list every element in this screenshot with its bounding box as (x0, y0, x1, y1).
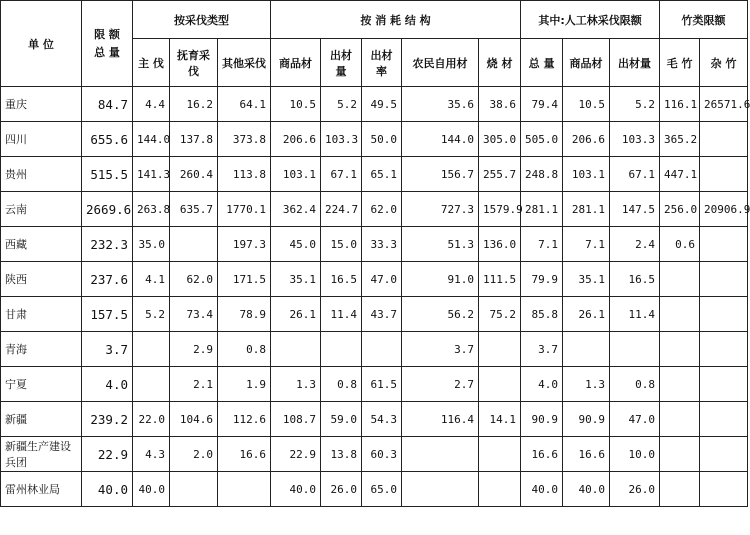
data-cell: 171.5 (218, 262, 271, 297)
data-cell (402, 472, 479, 507)
data-cell: 59.0 (321, 402, 362, 437)
data-cell: 49.5 (362, 87, 402, 122)
data-cell: 7.1 (563, 227, 610, 262)
data-cell: 113.8 (218, 157, 271, 192)
data-cell (700, 367, 748, 402)
data-cell: 79.9 (521, 262, 563, 297)
data-cell: 2.0 (170, 437, 218, 472)
data-cell: 13.8 (321, 437, 362, 472)
data-cell: 26.1 (563, 297, 610, 332)
table-row (1, 472, 748, 507)
data-cell (479, 472, 521, 507)
data-cell: 40.0 (133, 472, 170, 507)
row-unit-cell: 青海 (1, 332, 82, 367)
table-row (1, 402, 748, 437)
subheader-output-volume: 出材量 (321, 39, 362, 87)
data-cell: 26.1 (271, 297, 321, 332)
table-row (1, 87, 748, 122)
data-cell: 362.4 (271, 192, 321, 227)
data-cell: 263.8 (133, 192, 170, 227)
data-cell: 2.1 (170, 367, 218, 402)
data-cell: 16.6 (218, 437, 271, 472)
data-cell: 4.3 (133, 437, 170, 472)
data-cell: 11.4 (610, 297, 660, 332)
data-cell: 1770.1 (218, 192, 271, 227)
data-cell: 90.9 (563, 402, 610, 437)
subheader-misc-bamboo: 杂 竹 (700, 39, 748, 87)
data-cell: 144.0 (402, 122, 479, 157)
data-cell: 136.0 (479, 227, 521, 262)
data-cell: 141.3 (133, 157, 170, 192)
data-cell: 16.5 (321, 262, 362, 297)
data-cell: 108.7 (271, 402, 321, 437)
data-cell: 20906.9 (700, 192, 748, 227)
subheader-main-felling: 主 伐 (133, 39, 170, 87)
row-total-cell: 22.9 (82, 437, 133, 472)
data-cell: 43.7 (362, 297, 402, 332)
data-cell: 1.3 (563, 367, 610, 402)
data-cell (660, 332, 700, 367)
subheader-plantation-output: 出材量 (610, 39, 660, 87)
data-cell (170, 472, 218, 507)
data-cell: 15.0 (321, 227, 362, 262)
data-cell (610, 332, 660, 367)
data-cell (479, 332, 521, 367)
table-row (1, 192, 748, 227)
data-cell: 67.1 (610, 157, 660, 192)
data-cell: 56.2 (402, 297, 479, 332)
data-cell (700, 402, 748, 437)
data-cell: 35.1 (563, 262, 610, 297)
data-cell (700, 297, 748, 332)
data-cell: 78.9 (218, 297, 271, 332)
data-cell: 16.6 (563, 437, 610, 472)
data-cell (170, 227, 218, 262)
data-cell: 137.8 (170, 122, 218, 157)
row-unit-cell: 新疆 (1, 402, 82, 437)
data-cell: 2.9 (170, 332, 218, 367)
subheader-moso-bamboo: 毛 竹 (660, 39, 700, 87)
data-cell: 256.0 (660, 192, 700, 227)
data-cell: 255.7 (479, 157, 521, 192)
row-total-cell: 40.0 (82, 472, 133, 507)
data-cell: 47.0 (362, 262, 402, 297)
header-by-consumption-structure: 按 消 耗 结 构 (271, 1, 521, 39)
data-cell (700, 122, 748, 157)
data-cell: 35.0 (133, 227, 170, 262)
data-cell (700, 332, 748, 367)
data-cell: 2.4 (610, 227, 660, 262)
data-cell (218, 472, 271, 507)
data-cell: 365.2 (660, 122, 700, 157)
data-cell: 112.6 (218, 402, 271, 437)
data-cell: 197.3 (218, 227, 271, 262)
data-cell: 47.0 (610, 402, 660, 437)
data-cell: 0.8 (218, 332, 271, 367)
data-cell: 4.1 (133, 262, 170, 297)
data-cell: 40.0 (521, 472, 563, 507)
table-body (1, 87, 748, 507)
header-by-logging-type: 按采伐类型 (133, 1, 271, 39)
data-cell (700, 262, 748, 297)
data-cell: 79.4 (521, 87, 563, 122)
data-cell (660, 367, 700, 402)
subheader-output-rate: 出材率 (362, 39, 402, 87)
data-cell: 14.1 (479, 402, 521, 437)
data-cell: 22.0 (133, 402, 170, 437)
data-cell: 65.1 (362, 157, 402, 192)
data-cell: 35.6 (402, 87, 479, 122)
data-cell: 16.2 (170, 87, 218, 122)
data-cell (700, 227, 748, 262)
data-cell: 11.4 (321, 297, 362, 332)
data-cell: 0.8 (321, 367, 362, 402)
data-cell: 85.8 (521, 297, 563, 332)
data-cell: 1.3 (271, 367, 321, 402)
data-cell: 281.1 (521, 192, 563, 227)
data-cell: 206.6 (271, 122, 321, 157)
data-cell: 305.0 (479, 122, 521, 157)
row-total-cell: 4.0 (82, 367, 133, 402)
data-cell: 62.0 (362, 192, 402, 227)
subheader-plantation-total: 总 量 (521, 39, 563, 87)
data-cell: 111.5 (479, 262, 521, 297)
data-cell: 103.3 (321, 122, 362, 157)
data-cell: 64.1 (218, 87, 271, 122)
data-cell: 65.0 (362, 472, 402, 507)
data-cell (660, 472, 700, 507)
data-cell: 727.3 (402, 192, 479, 227)
row-unit-cell: 云南 (1, 192, 82, 227)
data-cell: 91.0 (402, 262, 479, 297)
data-cell: 373.8 (218, 122, 271, 157)
row-unit-cell: 甘肃 (1, 297, 82, 332)
data-cell (700, 437, 748, 472)
data-cell (660, 402, 700, 437)
subheader-firewood: 烧 材 (479, 39, 521, 87)
table-row (1, 157, 748, 192)
table-row (1, 122, 748, 157)
subheader-other-felling: 其他采伐 (218, 39, 271, 87)
data-cell (479, 367, 521, 402)
data-cell: 62.0 (170, 262, 218, 297)
data-cell: 4.4 (133, 87, 170, 122)
row-total-cell: 157.5 (82, 297, 133, 332)
data-cell (660, 437, 700, 472)
row-total-cell: 655.6 (82, 122, 133, 157)
data-cell: 5.2 (321, 87, 362, 122)
data-cell: 22.9 (271, 437, 321, 472)
data-cell: 60.3 (362, 437, 402, 472)
data-cell: 10.0 (610, 437, 660, 472)
data-cell: 248.8 (521, 157, 563, 192)
data-cell: 54.3 (362, 402, 402, 437)
data-cell: 67.1 (321, 157, 362, 192)
data-cell: 5.2 (133, 297, 170, 332)
header-bamboo-quota: 竹类限额 (660, 1, 748, 39)
data-cell: 3.7 (521, 332, 563, 367)
data-cell: 635.7 (170, 192, 218, 227)
data-cell: 61.5 (362, 367, 402, 402)
data-cell: 16.6 (521, 437, 563, 472)
data-cell (700, 472, 748, 507)
data-cell: 26571.6 (700, 87, 748, 122)
subheader-plantation-commercial: 商品材 (563, 39, 610, 87)
table-row (1, 367, 748, 402)
table-row (1, 332, 748, 367)
header-unit: 单 位 (1, 1, 82, 87)
table-row (1, 262, 748, 297)
data-cell: 116.1 (660, 87, 700, 122)
row-unit-cell: 西藏 (1, 227, 82, 262)
table-row (1, 297, 748, 332)
data-cell: 26.0 (610, 472, 660, 507)
data-cell: 45.0 (271, 227, 321, 262)
data-cell: 3.7 (402, 332, 479, 367)
data-cell: 260.4 (170, 157, 218, 192)
data-cell: 38.6 (479, 87, 521, 122)
row-unit-cell: 宁夏 (1, 367, 82, 402)
row-unit-cell: 雷州林业局 (1, 472, 82, 507)
data-cell: 147.5 (610, 192, 660, 227)
row-unit-cell: 新疆生产建设兵团 (1, 437, 82, 472)
data-cell: 0.6 (660, 227, 700, 262)
data-cell: 26.0 (321, 472, 362, 507)
data-cell (563, 332, 610, 367)
data-cell: 35.1 (271, 262, 321, 297)
row-unit-cell: 重庆 (1, 87, 82, 122)
data-cell: 1579.9 (479, 192, 521, 227)
data-cell: 16.5 (610, 262, 660, 297)
data-cell: 5.2 (610, 87, 660, 122)
table-row (1, 227, 748, 262)
data-cell: 40.0 (271, 472, 321, 507)
data-cell: 0.8 (610, 367, 660, 402)
data-cell: 116.4 (402, 402, 479, 437)
row-total-cell: 515.5 (82, 157, 133, 192)
data-cell (402, 437, 479, 472)
table-row (1, 437, 748, 472)
row-total-cell: 237.6 (82, 262, 133, 297)
data-cell: 51.3 (402, 227, 479, 262)
row-total-cell: 3.7 (82, 332, 133, 367)
data-cell: 144.0 (133, 122, 170, 157)
row-unit-cell: 贵州 (1, 157, 82, 192)
data-cell: 156.7 (402, 157, 479, 192)
data-cell: 505.0 (521, 122, 563, 157)
data-cell: 33.3 (362, 227, 402, 262)
data-cell: 73.4 (170, 297, 218, 332)
data-cell: 90.9 (521, 402, 563, 437)
header-limit-total: 限 额 总 量 (82, 1, 133, 87)
row-total-cell: 232.3 (82, 227, 133, 262)
data-cell: 1.9 (218, 367, 271, 402)
data-cell (321, 332, 362, 367)
data-cell: 103.1 (563, 157, 610, 192)
data-cell (133, 367, 170, 402)
data-cell: 75.2 (479, 297, 521, 332)
data-cell (479, 437, 521, 472)
data-cell (660, 262, 700, 297)
data-cell: 4.0 (521, 367, 563, 402)
data-cell: 281.1 (563, 192, 610, 227)
row-unit-cell: 四川 (1, 122, 82, 157)
data-cell: 50.0 (362, 122, 402, 157)
data-cell: 103.1 (271, 157, 321, 192)
data-cell: 206.6 (563, 122, 610, 157)
data-cell (660, 297, 700, 332)
subheader-farmer-own-use: 农民自用材 (402, 39, 479, 87)
data-cell (271, 332, 321, 367)
data-cell: 40.0 (563, 472, 610, 507)
header-plantation-quota: 其中:人工林采伐限额 (521, 1, 660, 39)
subheader-commercial-timber: 商品材 (271, 39, 321, 87)
data-cell: 2.7 (402, 367, 479, 402)
row-unit-cell: 陕西 (1, 262, 82, 297)
data-cell: 10.5 (563, 87, 610, 122)
data-cell (362, 332, 402, 367)
data-cell: 104.6 (170, 402, 218, 437)
data-cell (133, 332, 170, 367)
data-cell: 103.3 (610, 122, 660, 157)
row-total-cell: 2669.6 (82, 192, 133, 227)
data-cell (700, 157, 748, 192)
subheader-tending-felling: 抚育采伐 (170, 39, 218, 87)
data-cell: 224.7 (321, 192, 362, 227)
data-cell: 7.1 (521, 227, 563, 262)
data-cell: 10.5 (271, 87, 321, 122)
data-cell: 447.1 (660, 157, 700, 192)
row-total-cell: 239.2 (82, 402, 133, 437)
row-total-cell: 84.7 (82, 87, 133, 122)
